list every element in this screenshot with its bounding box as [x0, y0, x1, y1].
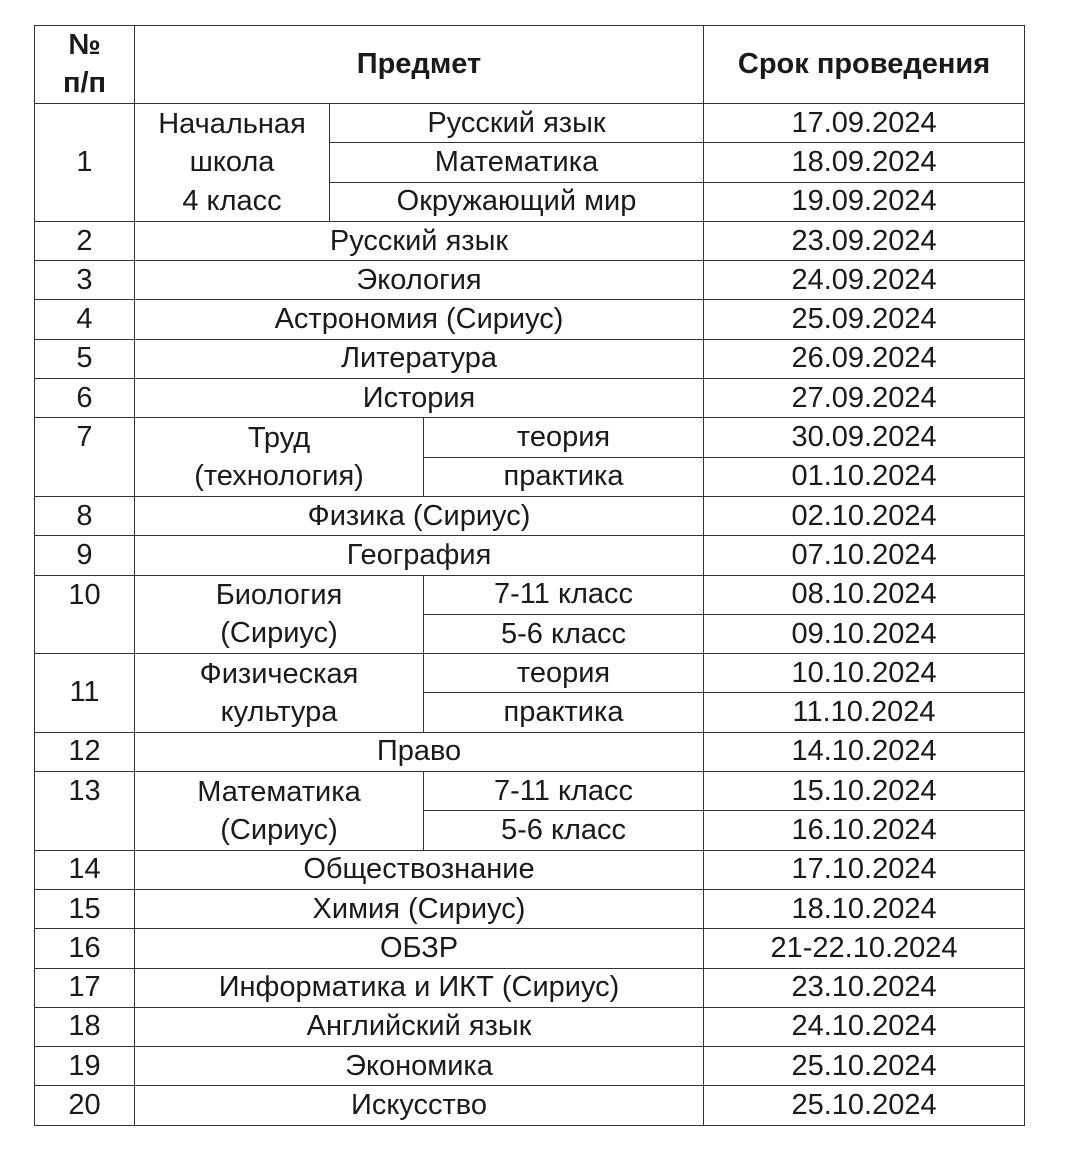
table-row — [35, 261, 1025, 300]
date-cell: 25.10.2024 — [704, 1047, 1025, 1086]
date-cell: 17.09.2024 — [704, 104, 1025, 143]
table-row — [35, 221, 1025, 260]
table-row — [35, 496, 1025, 535]
table-row — [35, 968, 1025, 1007]
date-cell: 02.10.2024 — [704, 496, 1025, 535]
subject-group-line: Физическая — [199, 657, 359, 690]
subject-group-line: Начальная — [158, 108, 306, 141]
date-cell: 25.09.2024 — [704, 300, 1025, 339]
subject-cell: Литература — [135, 339, 704, 378]
subject-sub: Русский язык — [330, 104, 704, 143]
table-row — [35, 379, 1025, 418]
subject-sub: практика — [424, 457, 704, 496]
table-row — [35, 536, 1025, 575]
row-number: 3 — [35, 261, 135, 300]
subject-group-line: (Сириус) — [220, 617, 338, 650]
date-cell: 15.10.2024 — [704, 772, 1025, 811]
subject-group-line: Биология — [215, 579, 343, 612]
subject-group-line: культура — [220, 695, 338, 728]
row-number: 1 — [35, 104, 135, 222]
row-number: 18 — [35, 1007, 135, 1046]
row-number: 4 — [35, 300, 135, 339]
subject-cell: Английский язык — [135, 1007, 704, 1046]
subject-cell: Право — [135, 732, 704, 771]
date-cell: 19.09.2024 — [704, 182, 1025, 221]
date-cell: 25.10.2024 — [704, 1086, 1025, 1125]
header-date: Срок проведения — [704, 26, 1025, 104]
table-header-row — [35, 26, 1025, 104]
table-row — [35, 575, 1025, 614]
row-number: 11 — [35, 654, 135, 733]
date-cell: 09.10.2024 — [704, 614, 1025, 653]
date-cell: 14.10.2024 — [704, 732, 1025, 771]
subject-cell: Астрономия (Сириус) — [135, 300, 704, 339]
subject-sub: 5-6 класс — [424, 614, 704, 653]
row-number: 14 — [35, 850, 135, 889]
row-number: 15 — [35, 889, 135, 928]
row-number: 2 — [35, 221, 135, 260]
date-cell: 18.10.2024 — [704, 889, 1025, 928]
table-row — [35, 929, 1025, 968]
date-cell: 27.09.2024 — [704, 379, 1025, 418]
header-subject: Предмет — [135, 26, 704, 104]
row-number: 6 — [35, 379, 135, 418]
subject-cell: Информатика и ИКТ (Сириус) — [135, 968, 704, 1007]
table-row — [35, 850, 1025, 889]
row-number: 5 — [35, 339, 135, 378]
date-cell: 21-22.10.2024 — [704, 929, 1025, 968]
subject-group — [135, 575, 424, 654]
row-number: 13 — [35, 772, 135, 851]
subject-group — [135, 418, 424, 497]
table-row — [35, 1047, 1025, 1086]
row-number: 9 — [35, 536, 135, 575]
subject-sub: практика — [424, 693, 704, 732]
table-row — [35, 104, 1025, 143]
subject-cell: Русский язык — [135, 221, 704, 260]
subject-cell: ОБЗР — [135, 929, 704, 968]
date-cell: 23.09.2024 — [704, 221, 1025, 260]
header-number-line2: п/п — [62, 66, 107, 99]
table-row — [35, 1086, 1025, 1125]
subject-sub: теория — [424, 654, 704, 693]
subject-group-line: школа — [189, 146, 275, 179]
subject-cell: Экономика — [135, 1047, 704, 1086]
row-number: 19 — [35, 1047, 135, 1086]
subject-sub: 5-6 класс — [424, 811, 704, 850]
header-number — [35, 26, 135, 104]
subject-group — [135, 104, 330, 222]
subject-group-line: 4 класс — [182, 184, 282, 217]
subject-sub: Математика — [330, 143, 704, 182]
row-number: 10 — [35, 575, 135, 654]
table-row — [35, 300, 1025, 339]
table-row — [35, 418, 1025, 457]
date-cell: 23.10.2024 — [704, 968, 1025, 1007]
date-cell: 08.10.2024 — [704, 575, 1025, 614]
table-row — [35, 732, 1025, 771]
row-number: 17 — [35, 968, 135, 1007]
subject-cell: Физика (Сириус) — [135, 496, 704, 535]
subject-group-line: Труд — [247, 421, 311, 454]
date-cell: 26.09.2024 — [704, 339, 1025, 378]
date-cell: 17.10.2024 — [704, 850, 1025, 889]
subject-cell: Искусство — [135, 1086, 704, 1125]
table-row — [35, 339, 1025, 378]
subject-group — [135, 772, 424, 851]
table-row — [35, 1007, 1025, 1046]
table-row — [35, 889, 1025, 928]
date-cell: 24.09.2024 — [704, 261, 1025, 300]
subject-cell: География — [135, 536, 704, 575]
date-cell: 01.10.2024 — [704, 457, 1025, 496]
row-number: 16 — [35, 929, 135, 968]
subject-group-line: Математика — [197, 775, 361, 808]
row-number: 20 — [35, 1086, 135, 1125]
header-number-line1: № — [68, 28, 101, 61]
subject-group-line: (технология) — [194, 460, 364, 493]
row-number: 8 — [35, 496, 135, 535]
date-cell: 11.10.2024 — [704, 693, 1025, 732]
subject-cell: Химия (Сириус) — [135, 889, 704, 928]
subject-sub: Окружающий мир — [330, 182, 704, 221]
date-cell: 10.10.2024 — [704, 654, 1025, 693]
table-row — [35, 772, 1025, 811]
date-cell: 24.10.2024 — [704, 1007, 1025, 1046]
date-cell: 30.09.2024 — [704, 418, 1025, 457]
subject-group — [135, 654, 424, 733]
date-cell: 18.09.2024 — [704, 143, 1025, 182]
date-cell: 16.10.2024 — [704, 811, 1025, 850]
date-cell: 07.10.2024 — [704, 536, 1025, 575]
subject-cell: Обществознание — [135, 850, 704, 889]
subject-cell: История — [135, 379, 704, 418]
row-number: 7 — [35, 418, 135, 497]
olympiad-schedule-table — [34, 25, 1025, 1126]
subject-sub: 7-11 класс — [424, 772, 704, 811]
subject-cell: Экология — [135, 261, 704, 300]
subject-sub: 7-11 класс — [424, 575, 704, 614]
subject-sub: теория — [424, 418, 704, 457]
table-row — [35, 654, 1025, 693]
row-number: 12 — [35, 732, 135, 771]
subject-group-line: (Сириус) — [220, 813, 338, 846]
